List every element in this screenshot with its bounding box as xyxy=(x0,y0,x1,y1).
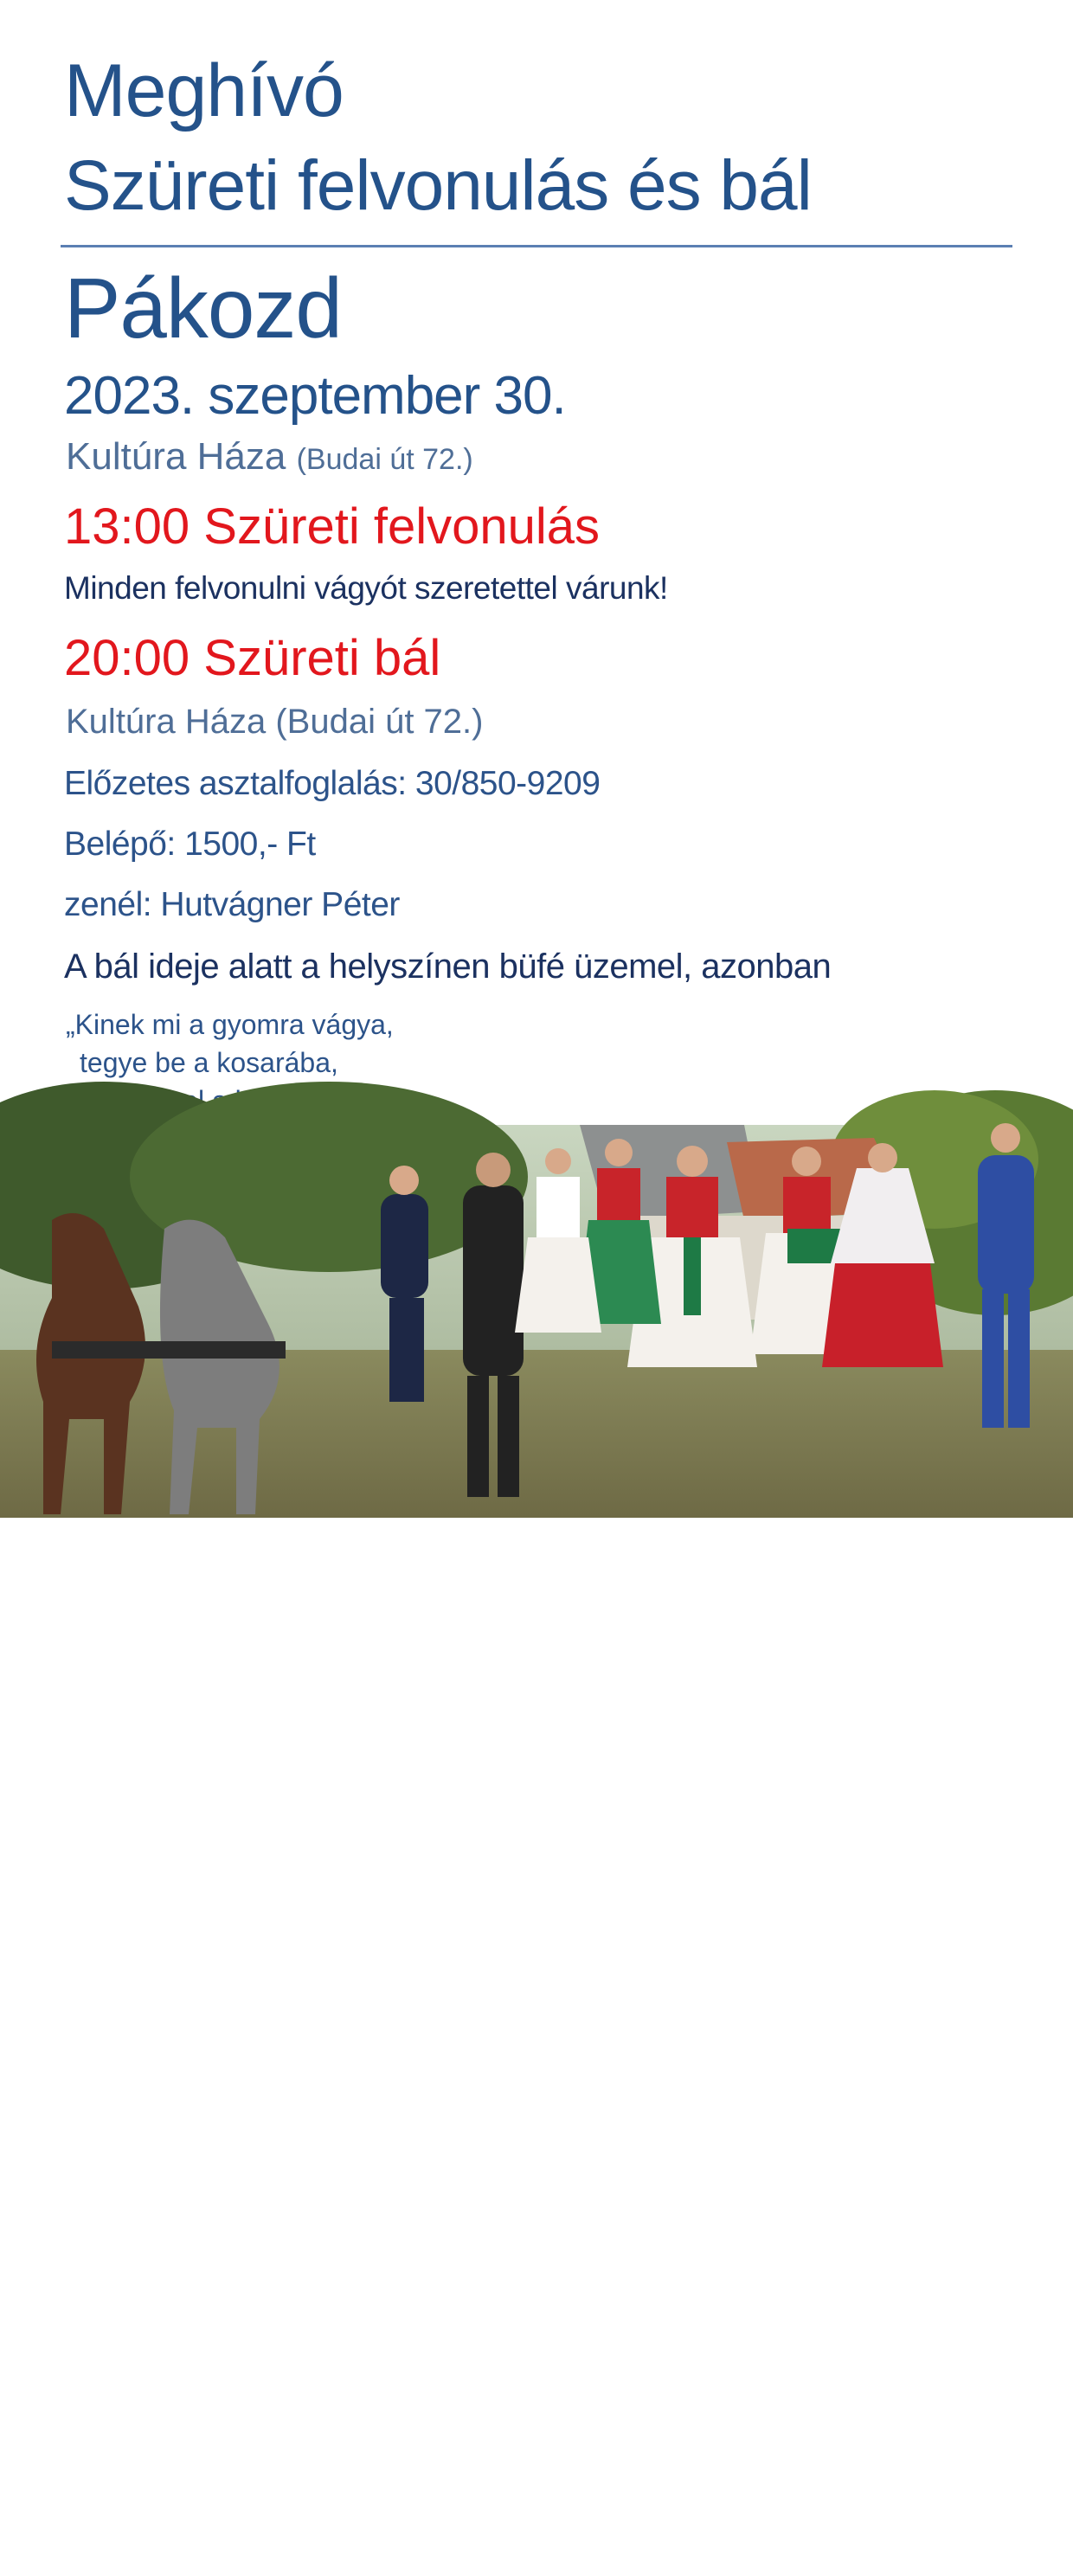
parade-heading: 13:00 Szüreti felvonulás xyxy=(64,498,601,555)
disclaimer-note: a változtatás jogát a rendezőség fenntartja- xyxy=(76,2560,342,2574)
quote-line-1: „Kinek mi a gyomra vágya, xyxy=(66,1009,394,1040)
ball-venue: Kultúra Háza (Budai út 72.) xyxy=(66,703,484,741)
harvest-parade-photo xyxy=(0,1125,1073,2574)
parade-invitation: Minden felvonulni vágyót szeretettel várunk! xyxy=(64,570,668,606)
table-reservation: Előzetes asztalfoglalás: 30/850-9209 xyxy=(64,765,601,802)
title-divider xyxy=(61,245,1012,247)
music-performer: zenél: Hutvágner Péter xyxy=(64,886,400,923)
venue-name: Kultúra Háza xyxy=(66,435,286,478)
quote-line-2: tegye be a kosarába, xyxy=(80,1047,338,1078)
ball-heading: 20:00 Szüreti bál xyxy=(64,630,441,686)
venue-address: (Budai út 72.) xyxy=(296,443,473,476)
event-date: 2023. szeptember 30. xyxy=(64,366,566,426)
invitation-title: Meghívó xyxy=(64,49,344,132)
buffet-note: A bál ideje alatt a helyszínen büfé üzemel, azonban xyxy=(64,948,832,986)
entry-fee: Belépő: 1500,- Ft xyxy=(64,825,316,863)
event-title: Szüreti felvonulás és bál xyxy=(64,146,812,225)
venue-line xyxy=(66,433,473,484)
location-title: Pákozd xyxy=(64,260,342,356)
